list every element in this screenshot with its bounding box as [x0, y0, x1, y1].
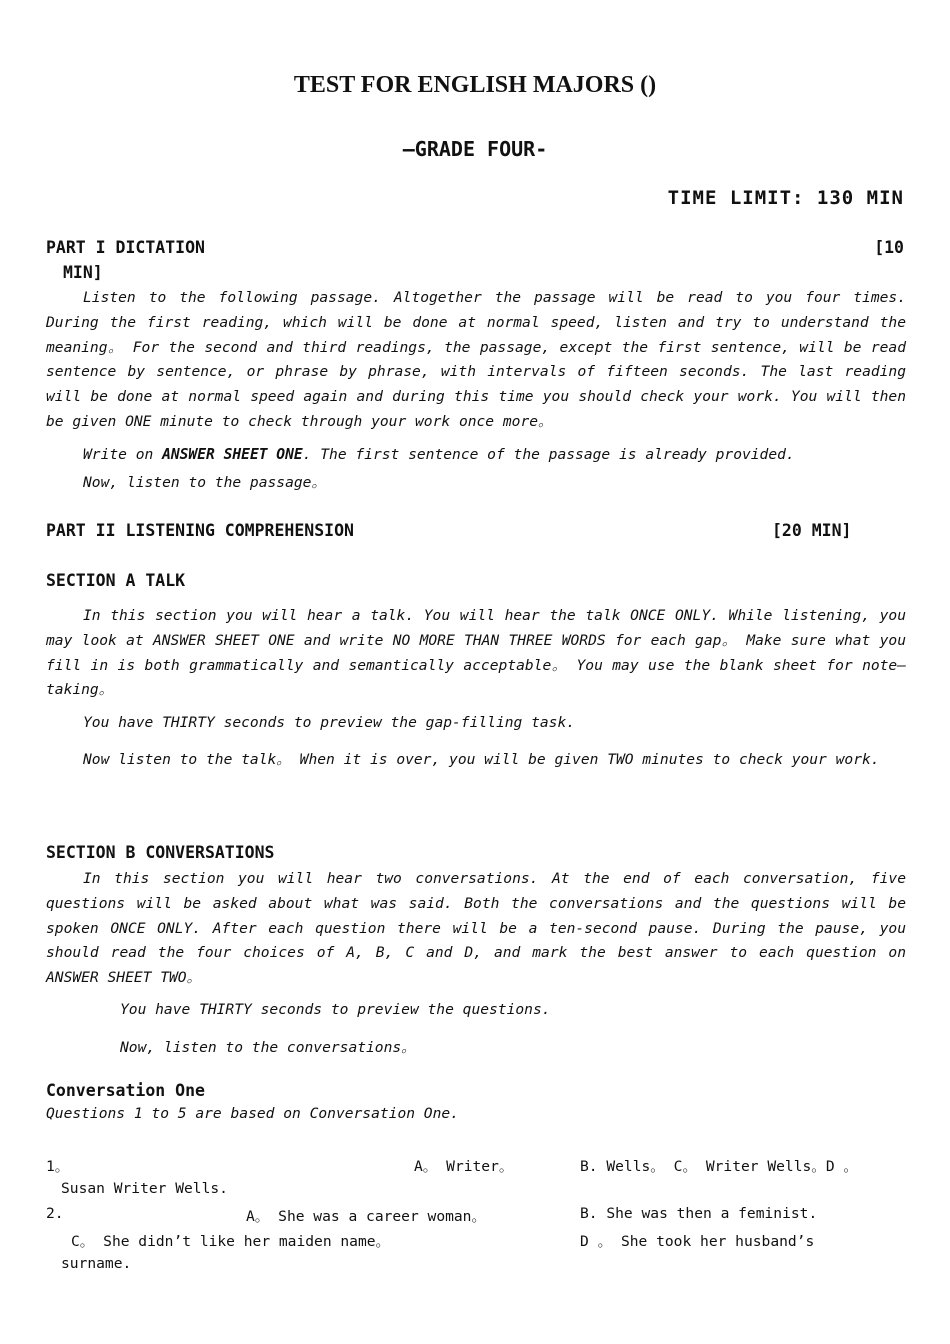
part1-write-line: [83, 446, 795, 463]
part1-time-a: [10: [874, 238, 904, 257]
question-1-number: 1。: [46, 1158, 70, 1175]
part1-time-b: MIN]: [63, 263, 103, 282]
part1-heading: PART I DICTATION: [46, 238, 205, 257]
time-limit: TIME LIMIT: 130 MIN: [667, 187, 904, 209]
sectionA-heading: SECTION A TALK: [46, 571, 186, 590]
write-pre: Write on: [83, 446, 163, 463]
question-2-option-d: D 。 She took her husband’s: [580, 1233, 815, 1250]
question-1-options-bcd: B. Wells。 C。 Writer Wells。D 。: [580, 1158, 859, 1175]
sectionA-instructions: In this section you will hear a talk. You will hear the talk ONCE ONLY. While listening, you may look at ANSWER SHEET ONE and write NO MORE THAN THREE WORDS for each gap。 Make sure what you fill in is both grammatically and semantically acceptable。 You may use the blank sheet for note—taking。: [46, 607, 906, 699]
page-title: TEST FOR ENGLISH MAJORS (): [293, 72, 657, 98]
write-post: . The first sentence of the passage is already provided.: [302, 446, 795, 463]
conversation1-intro: Questions 1 to 5 are based on Conversation One.: [46, 1105, 459, 1122]
sectionB-now: Now, listen to the conversations。: [120, 1039, 416, 1056]
part2-time: [20 MIN]: [772, 521, 852, 540]
grade-subtitle: —GRADE FOUR-: [402, 137, 548, 161]
sectionA-now: Now listen to the talk。 When it is over, you will be given TWO minutes to check your work.: [83, 751, 880, 768]
question-1-option-d-text: Susan Writer Wells.: [61, 1180, 228, 1197]
sectionB-instructions: In this section you will hear two conversations. At the end of each conversation, five questions will be asked about what was said. Both the conversations and the questions will be spoken ONCE ONLY. After each question there will be a ten-second pause. During the pause, you should read the four choices of A, B, C and D, and mark the best answer to each question on ANSWER SHEET TWO。: [46, 870, 906, 987]
question-2-option-c: C。 She didn’t like her maiden name。: [71, 1233, 391, 1250]
question-2-option-a: A。 She was a career woman。: [246, 1208, 487, 1225]
question-2-option-d-cont: surname.: [61, 1255, 132, 1272]
sectionB-heading: SECTION B CONVERSATIONS: [46, 843, 275, 862]
question-2-option-b: B. She was then a feminist.: [580, 1205, 818, 1222]
part1-instructions: Listen to the following passage. Altogether the passage will be read to you four times. During the first reading, which will be done at normal speed, listen and try to understand the meaning。 For the second and third readings, the passage, except the first sentence, will be read sentence by sentence, or phrase by phrase, with intervals of fifteen seconds. The last reading will be done at normal speed again and during this time you should check your work. You will then be given ONE minute to check through your work once more。: [46, 289, 906, 430]
part1-now: Now, listen to the passage。: [83, 474, 327, 491]
part2-heading: PART II LISTENING COMPREHENSION: [46, 521, 354, 540]
sectionA-preview: You have THIRTY seconds to preview the gap-filling task.: [83, 714, 576, 731]
answer-sheet-one-label: ANSWER SHEET ONE: [162, 446, 303, 463]
question-2-number: 2.: [46, 1205, 64, 1222]
conversation1-heading: Conversation One: [46, 1081, 205, 1100]
sectionB-preview: You have THIRTY seconds to preview the questions.: [120, 1001, 551, 1018]
question-1-option-a: A。 Writer。: [414, 1158, 514, 1175]
